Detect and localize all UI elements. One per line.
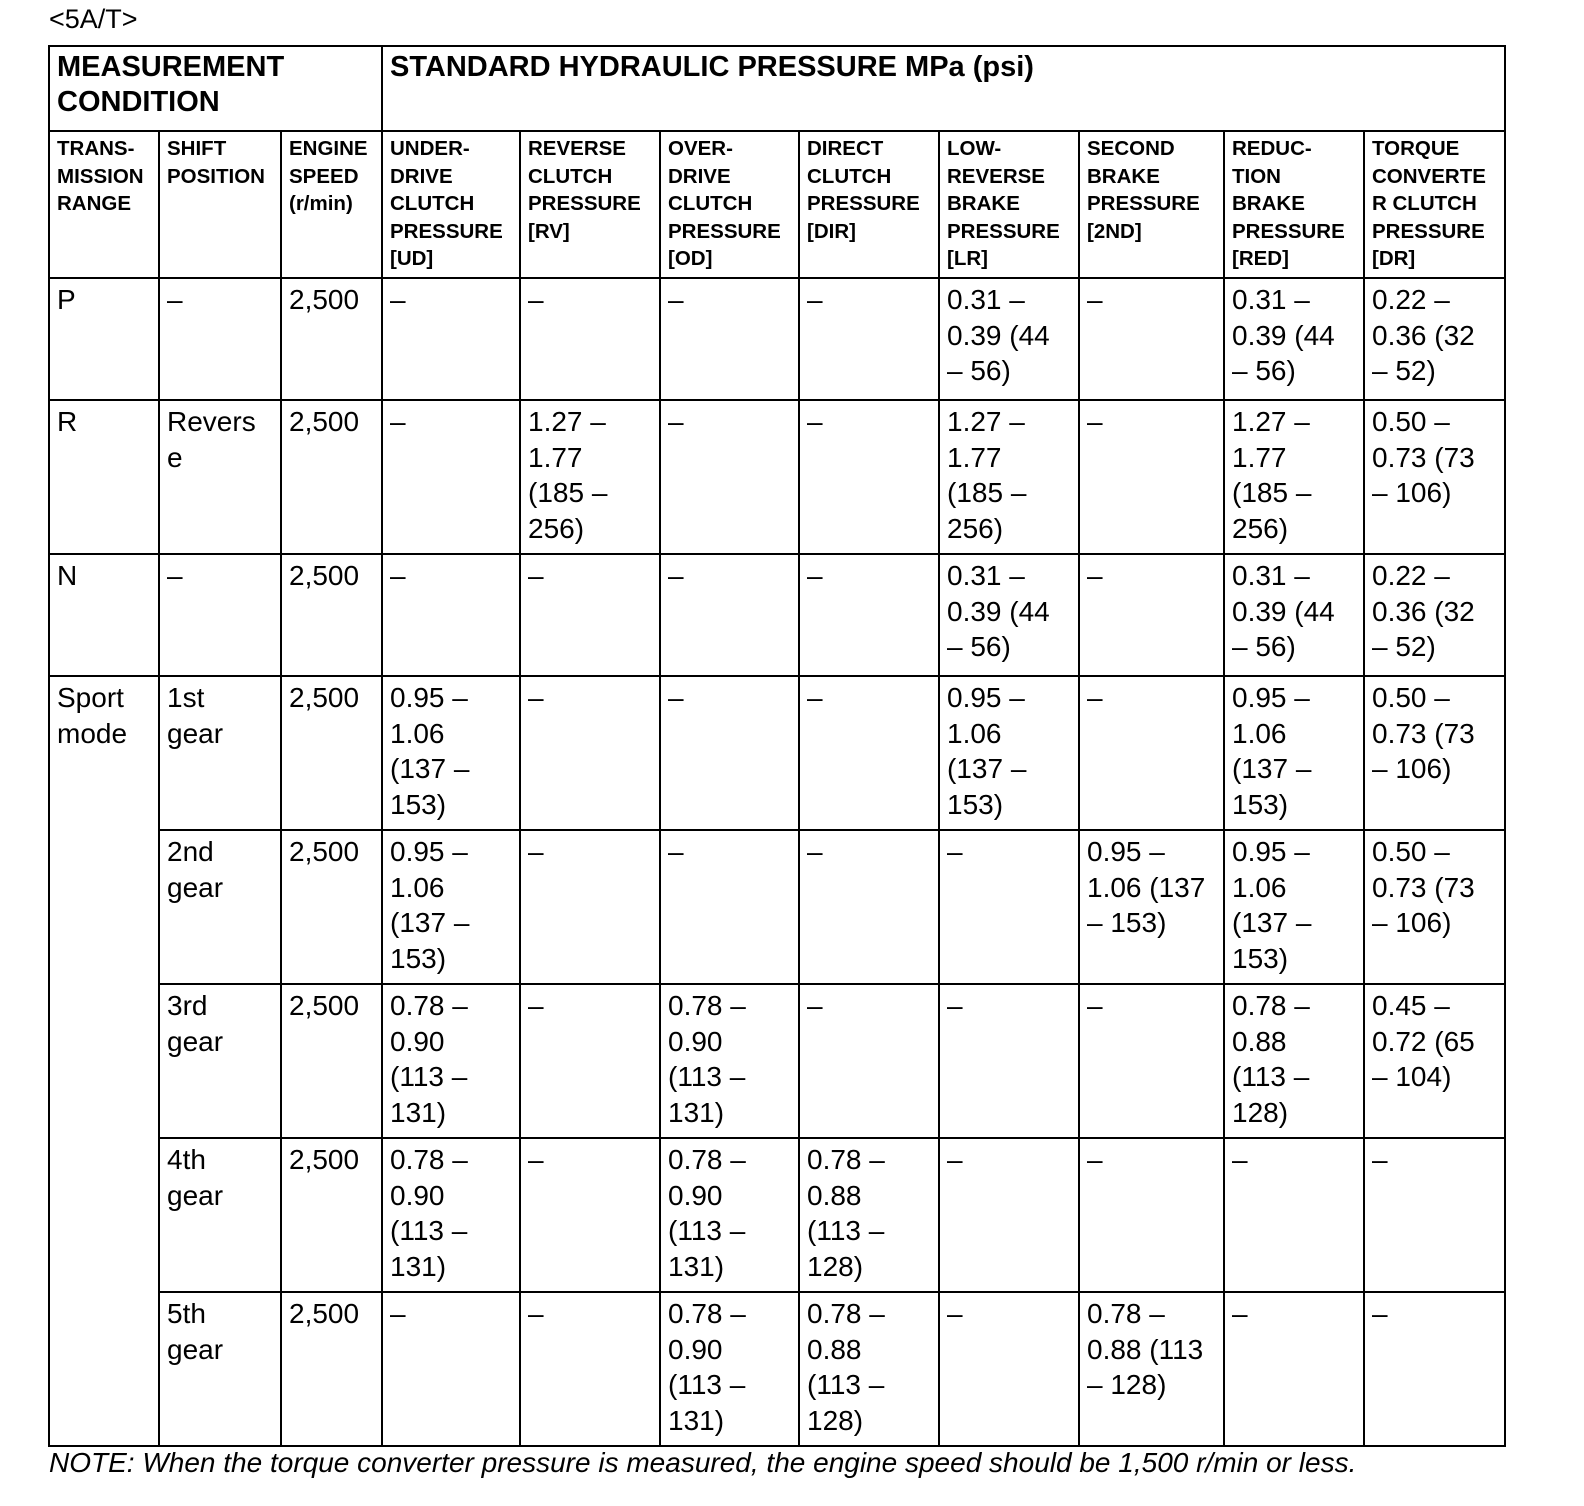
rv-pressure-cell: – xyxy=(520,830,660,984)
dir-pressure-cell: – xyxy=(799,400,939,554)
red-pressure-cell: 1.27 – 1.77 (185 – 256) xyxy=(1224,400,1364,554)
table-row xyxy=(49,400,1505,554)
column-header-engine-speed: ENGINE SPEED (r/min) xyxy=(281,131,382,278)
dr-pressure-cell: 0.45 – 0.72 (65 – 104) xyxy=(1364,984,1505,1138)
od-pressure-cell: – xyxy=(660,830,799,984)
rv-pressure-cell: – xyxy=(520,278,660,400)
shift-position-cell: 4th gear xyxy=(159,1138,281,1292)
lr-pressure-cell: 0.31 – 0.39 (44 – 56) xyxy=(939,278,1079,400)
transmission-range-cell: R xyxy=(49,400,159,554)
dir-pressure-cell: – xyxy=(799,278,939,400)
red-pressure-cell: 0.31 – 0.39 (44 – 56) xyxy=(1224,554,1364,676)
engine-speed-cell: 2,500 xyxy=(281,400,382,554)
red-pressure-cell: 0.31 – 0.39 (44 – 56) xyxy=(1224,278,1364,400)
lr-pressure-cell: 0.31 – 0.39 (44 – 56) xyxy=(939,554,1079,676)
engine-speed-cell: 2,500 xyxy=(281,554,382,676)
column-header-row xyxy=(49,131,1505,278)
shift-position-cell: – xyxy=(159,278,281,400)
rv-pressure-cell: – xyxy=(520,554,660,676)
ud-pressure-cell: 0.95 – 1.06 (137 – 153) xyxy=(382,830,520,984)
table-row xyxy=(49,554,1505,676)
engine-speed-cell: 2,500 xyxy=(281,830,382,984)
lr-pressure-cell: – xyxy=(939,1292,1079,1446)
table-row xyxy=(49,676,1505,830)
dir-pressure-cell: 0.78 – 0.88 (113 – 128) xyxy=(799,1292,939,1446)
engine-speed-cell: 2,500 xyxy=(281,278,382,400)
rv-pressure-cell: – xyxy=(520,984,660,1138)
shift-position-cell: 3rd gear xyxy=(159,984,281,1138)
2nd-pressure-cell: – xyxy=(1079,1138,1224,1292)
page-title: <5A/T> xyxy=(49,4,138,34)
2nd-pressure-cell: – xyxy=(1079,676,1224,830)
transmission-range-cell: Sport mode xyxy=(49,676,159,1446)
2nd-pressure-cell: – xyxy=(1079,554,1224,676)
table-row xyxy=(49,1292,1505,1446)
dr-pressure-cell: – xyxy=(1364,1292,1505,1446)
2nd-pressure-cell: 0.95 – 1.06 (137 – 153) xyxy=(1079,830,1224,984)
rv-pressure-cell: 1.27 – 1.77 (185 – 256) xyxy=(520,400,660,554)
footnote: NOTE: When the torque converter pressure is measured, the engine speed should be 1,500 r/min or less. xyxy=(49,1447,1357,1478)
red-pressure-cell: – xyxy=(1224,1138,1364,1292)
lr-pressure-cell: – xyxy=(939,1138,1079,1292)
od-pressure-cell: 0.78 – 0.90 (113 – 131) xyxy=(660,984,799,1138)
transmission-range-cell: N xyxy=(49,554,159,676)
header-group-row xyxy=(49,46,1505,131)
column-header-shift-position: SHIFT POSITION xyxy=(159,131,281,278)
od-pressure-cell: 0.78 – 0.90 (113 – 131) xyxy=(660,1292,799,1446)
red-pressure-cell: 0.78 – 0.88 (113 – 128) xyxy=(1224,984,1364,1138)
shift-position-cell: 1st gear xyxy=(159,676,281,830)
dr-pressure-cell: – xyxy=(1364,1138,1505,1292)
lr-pressure-cell: 0.95 – 1.06 (137 – 153) xyxy=(939,676,1079,830)
dr-pressure-cell: 0.50 – 0.73 (73 – 106) xyxy=(1364,676,1505,830)
column-header-od-pressure: OVER- DRIVE CLUTCH PRESSURE [OD] xyxy=(660,131,799,278)
column-header-rv-pressure: REVERSE CLUTCH PRESSURE [RV] xyxy=(520,131,660,278)
ud-pressure-cell: – xyxy=(382,278,520,400)
column-header-lr-pressure: LOW- REVERSE BRAKE PRESSURE [LR] xyxy=(939,131,1079,278)
column-header-ud-pressure: UNDER- DRIVE CLUTCH PRESSURE [UD] xyxy=(382,131,520,278)
column-header-dr-pressure: TORQUE CONVERTE R CLUTCH PRESSURE [DR] xyxy=(1364,131,1505,278)
engine-speed-cell: 2,500 xyxy=(281,1292,382,1446)
table-row xyxy=(49,1138,1505,1292)
ud-pressure-cell: 0.78 – 0.90 (113 – 131) xyxy=(382,1138,520,1292)
rv-pressure-cell: – xyxy=(520,1292,660,1446)
column-header-2nd-pressure: SECOND BRAKE PRESSURE [2ND] xyxy=(1079,131,1224,278)
rv-pressure-cell: – xyxy=(520,676,660,830)
shift-position-cell: 5th gear xyxy=(159,1292,281,1446)
od-pressure-cell: 0.78 – 0.90 (113 – 131) xyxy=(660,1138,799,1292)
dir-pressure-cell: – xyxy=(799,830,939,984)
standard-pressure-header: STANDARD HYDRAULIC PRESSURE MPa (psi) xyxy=(382,46,1505,131)
ud-pressure-cell: – xyxy=(382,554,520,676)
dir-pressure-cell: – xyxy=(799,676,939,830)
shift-position-cell: – xyxy=(159,554,281,676)
column-header-dir-pressure: DIRECT CLUTCH PRESSURE [DIR] xyxy=(799,131,939,278)
transmission-range-cell: P xyxy=(49,278,159,400)
dir-pressure-cell: 0.78 – 0.88 (113 – 128) xyxy=(799,1138,939,1292)
table-row xyxy=(49,830,1505,984)
dr-pressure-cell: 0.22 – 0.36 (32 – 52) xyxy=(1364,554,1505,676)
dr-pressure-cell: 0.50 – 0.73 (73 – 106) xyxy=(1364,830,1505,984)
ud-pressure-cell: 0.78 – 0.90 (113 – 131) xyxy=(382,984,520,1138)
measurement-condition-header: MEASUREMENT CONDITION xyxy=(49,46,382,131)
red-pressure-cell: 0.95 – 1.06 (137 – 153) xyxy=(1224,676,1364,830)
dr-pressure-cell: 0.22 – 0.36 (32 – 52) xyxy=(1364,278,1505,400)
engine-speed-cell: 2,500 xyxy=(281,984,382,1138)
2nd-pressure-cell: – xyxy=(1079,984,1224,1138)
lr-pressure-cell: – xyxy=(939,984,1079,1138)
dir-pressure-cell: – xyxy=(799,554,939,676)
ud-pressure-cell: – xyxy=(382,1292,520,1446)
engine-speed-cell: 2,500 xyxy=(281,676,382,830)
column-header-red-pressure: REDUC- TION BRAKE PRESSURE [RED] xyxy=(1224,131,1364,278)
table-body xyxy=(49,278,1505,1446)
red-pressure-cell: – xyxy=(1224,1292,1364,1446)
engine-speed-cell: 2,500 xyxy=(281,1138,382,1292)
shift-position-cell: 2nd gear xyxy=(159,830,281,984)
od-pressure-cell: – xyxy=(660,554,799,676)
lr-pressure-cell: 1.27 – 1.77 (185 – 256) xyxy=(939,400,1079,554)
od-pressure-cell: – xyxy=(660,400,799,554)
2nd-pressure-cell: 0.78 – 0.88 (113 – 128) xyxy=(1079,1292,1224,1446)
dir-pressure-cell: – xyxy=(799,984,939,1138)
rv-pressure-cell: – xyxy=(520,1138,660,1292)
shift-position-cell: Revers e xyxy=(159,400,281,554)
ud-pressure-cell: – xyxy=(382,400,520,554)
red-pressure-cell: 0.95 – 1.06 (137 – 153) xyxy=(1224,830,1364,984)
dr-pressure-cell: 0.50 – 0.73 (73 – 106) xyxy=(1364,400,1505,554)
2nd-pressure-cell: – xyxy=(1079,400,1224,554)
column-header-transmission-range: TRANS- MISSION RANGE xyxy=(49,131,159,278)
table-row xyxy=(49,984,1505,1138)
ud-pressure-cell: 0.95 – 1.06 (137 – 153) xyxy=(382,676,520,830)
2nd-pressure-cell: – xyxy=(1079,278,1224,400)
od-pressure-cell: – xyxy=(660,676,799,830)
od-pressure-cell: – xyxy=(660,278,799,400)
hydraulic-pressure-table xyxy=(48,45,1506,1447)
table-row xyxy=(49,278,1505,400)
lr-pressure-cell: – xyxy=(939,830,1079,984)
